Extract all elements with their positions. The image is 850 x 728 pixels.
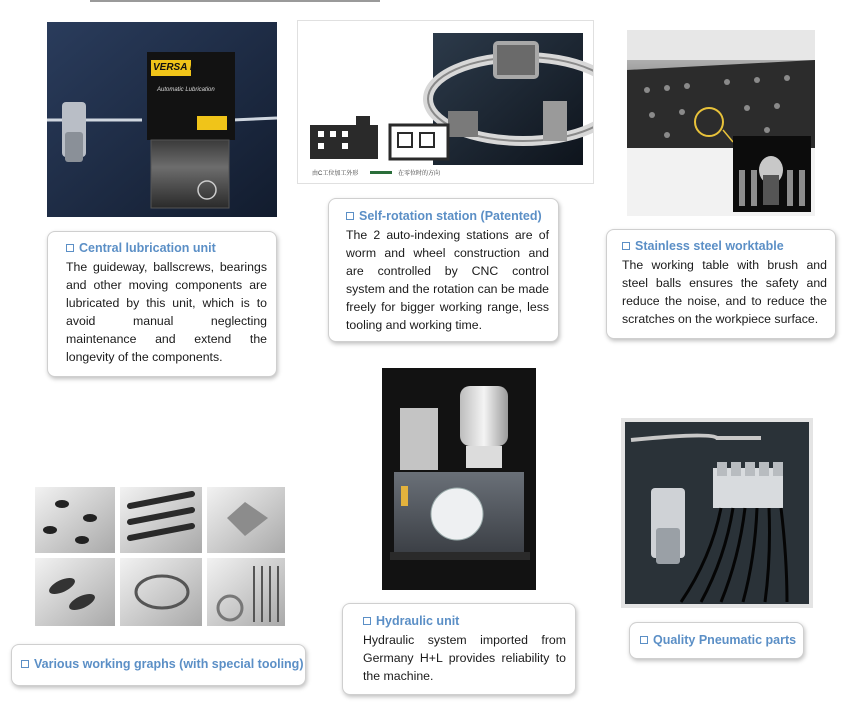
pneumatic-parts-photo [621,418,813,608]
pneumatic-card [629,622,804,659]
worktable-title-text: Stainless steel worktable [635,239,784,253]
hydraulic-text: Hydraulic system imported from Germany H+L provides reliability to the machine. [363,633,566,683]
lubrication-card [47,231,277,377]
checkbox-square-icon [363,617,371,625]
top-divider [90,0,380,2]
working-graphs-photo [32,484,288,630]
rotation-station-photo [297,20,594,184]
worktable-card [606,229,836,339]
rotation-caption-left: 由C工位加工外形 [312,171,359,177]
worktable-title [622,239,827,253]
rotation-title-text: Self-rotation station (Patented) [359,209,542,223]
worktable-photo [627,30,815,216]
working-graphs-title [21,657,305,671]
lubrication-title-text: Central lubrication unit [79,241,216,255]
lubrication-title [66,241,267,255]
checkbox-square-icon [21,660,29,668]
versa-sub-label: Automatic Lubrication [157,87,215,93]
hydraulic-card [342,603,576,695]
hydraulic-title-text: Hydraulic unit [376,614,460,628]
pneumatic-title-text: Quality Pneumatic parts [653,633,797,647]
checkbox-square-icon [622,242,630,250]
lubrication-unit-photo [47,22,277,217]
checkbox-square-icon [346,212,354,220]
working-graphs-title-text: Various working graphs (with special tooling) [34,657,304,671]
rotation-card [328,198,559,342]
versa-brand-label: VERSA III [153,62,199,73]
worktable-text: The working table with brush and steel balls ensures the safety and reduce the noise, and to reduce the scratches on the workpiece surface. [622,258,827,326]
working-graphs-card [11,644,306,686]
checkbox-square-icon [640,636,648,644]
rotation-caption-right: 在零位时的方向 [398,171,441,177]
rotation-text: The 2 auto-indexing stations are of worm and wheel construction and are controlled by CNC control system and the rotation can be made freely for bigger working range, less tooling and working time. [346,228,549,332]
lubrication-text: The guideway, ballscrews, bearings and other moving components are lubricated by this unit, which is to avoid manual neglecting maintenance and extend the longevity of the components. [66,260,267,364]
checkbox-square-icon [66,244,74,252]
pneumatic-title [640,633,803,647]
rotation-title [346,209,549,223]
hydraulic-title [363,614,566,628]
hydraulic-unit-photo [382,368,536,590]
